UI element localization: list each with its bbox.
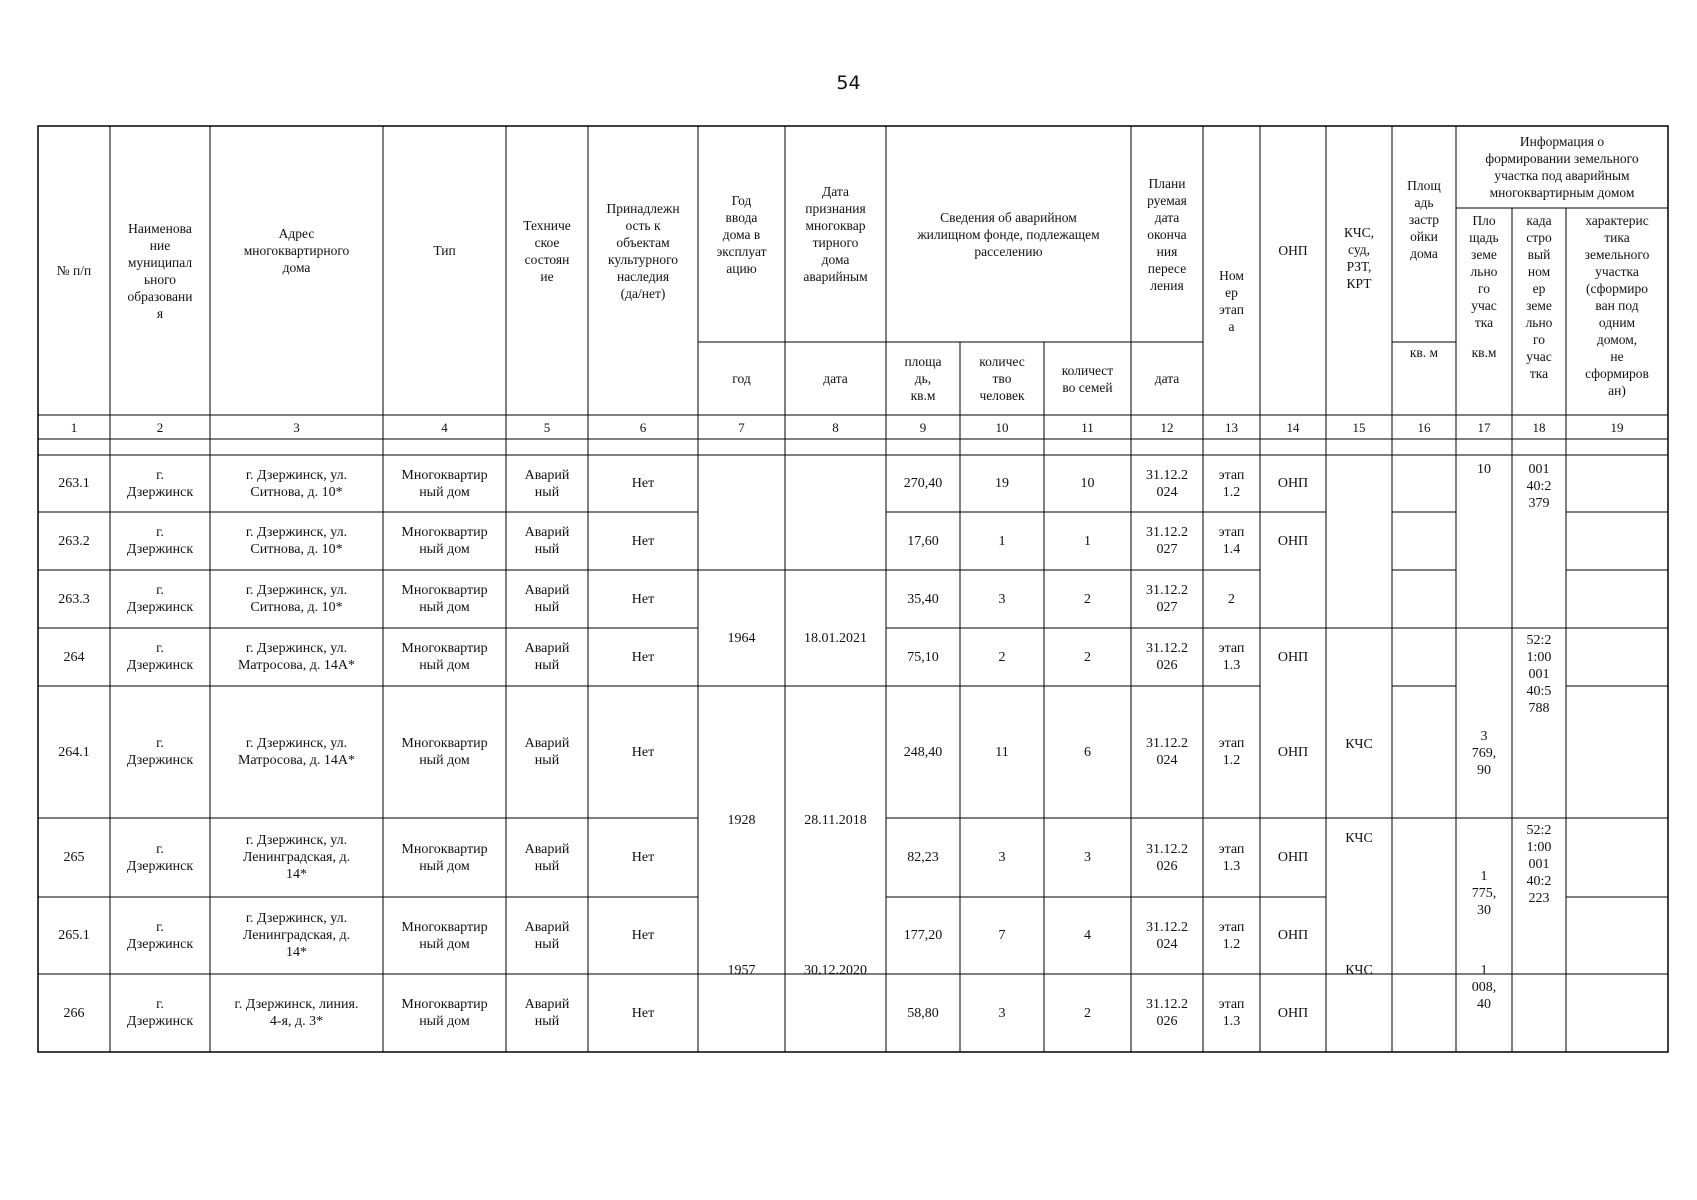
row-type: Многоквартир ный дом — [401, 919, 488, 952]
header-land-group: Информация о формировании земельного участка под аварийным многоквартирным домом — [1485, 134, 1639, 200]
row-families: 4 — [1084, 928, 1091, 943]
col-number: 8 — [832, 419, 839, 435]
row-number: 265.1 — [58, 928, 90, 943]
row-state: Аварий ный — [524, 583, 570, 615]
merged-recognition-date: 28.11.2018 — [804, 812, 867, 828]
col-number: 2 — [156, 419, 164, 435]
header-recognition-date: Дата признания многоквар тирного дома аварийным — [803, 184, 868, 284]
header-land-area: Пло щадь земе льно го учас тка — [1469, 213, 1499, 330]
row-heritage: Нет — [631, 591, 655, 607]
merged-kchs: КЧС — [1345, 736, 1373, 752]
merged-land-area: 1 008, 40 — [1471, 963, 1497, 1012]
header-onp: ОНП — [1278, 243, 1308, 258]
row-onp: ОНП — [1277, 476, 1309, 491]
col-number: 11 — [1081, 419, 1094, 435]
row-number: 263.1 — [58, 476, 90, 491]
header-people: количес тво человек — [979, 354, 1025, 403]
row-area: 35,40 — [907, 591, 939, 607]
row-municipality: г. Дзержинск — [126, 997, 194, 1029]
row-municipality: г. Дзержинск — [126, 467, 194, 500]
merged-year: 1964 — [727, 630, 756, 646]
row-state: Аварий ный — [524, 525, 570, 557]
row-area: 270,40 — [903, 476, 943, 491]
header-municipality: Наименова ние муниципал ьного образовани я — [127, 220, 193, 321]
col-number: 6 — [639, 419, 647, 435]
row-onp: ОНП — [1277, 649, 1309, 665]
col-number: 1 — [70, 419, 78, 435]
row-families: 10 — [1080, 476, 1095, 491]
row-number: 265 — [63, 850, 85, 865]
row-stage: этап 1.3 — [1218, 997, 1245, 1029]
merged-kchs: КЧС — [1345, 831, 1373, 846]
col-number: 10 — [995, 419, 1009, 435]
row-planned-date: 31.12.2 026 — [1146, 641, 1188, 673]
row-onp — [1260, 570, 1326, 628]
row-onp: ОНП — [1277, 1005, 1309, 1021]
col-number: 19 — [1610, 419, 1624, 435]
row-state: Аварий ный — [524, 467, 570, 500]
header-planned-date-sub: дата — [1154, 371, 1180, 386]
row-address: г. Дзержинск, ул. Матросова, д. 14А* — [237, 641, 356, 673]
row-municipality: г. Дзержинск — [126, 583, 194, 615]
row-families: 1 — [1084, 533, 1091, 549]
row-heritage: Нет — [631, 533, 655, 549]
row-number: 263.3 — [58, 591, 90, 607]
header-year-sub: год — [732, 371, 751, 386]
row-type: Многоквартир ный дом — [401, 525, 488, 557]
row-address: г. Дзержинск, ул. Ленинградская, д. 14* — [242, 911, 351, 960]
row-number: 266 — [63, 1005, 85, 1021]
row-heritage: Нет — [631, 476, 655, 491]
row-type: Многоквартир ный дом — [401, 583, 488, 615]
row-people: 2 — [998, 649, 1006, 665]
col-number: 16 — [1417, 419, 1431, 435]
row-municipality: г. Дзержинск — [126, 841, 194, 874]
row-stage: этап 1.2 — [1218, 736, 1245, 768]
row-type: Многоквартир ный дом — [401, 736, 488, 768]
header-recognition-date-sub: дата — [823, 371, 848, 386]
row-area: 177,20 — [903, 928, 943, 943]
row-type: Многоквартир ный дом — [401, 997, 488, 1029]
row-state: Аварий ный — [524, 841, 570, 874]
header-type: Тип — [433, 243, 456, 258]
row-heritage: Нет — [631, 744, 655, 760]
col-number: 9 — [919, 419, 927, 435]
page-number: 54 — [836, 72, 861, 94]
row-address: г. Дзержинск, ул. Ситнова, д. 10* — [245, 583, 348, 615]
col-number: 3 — [293, 419, 300, 435]
merged-recognition-date: 30.12.2020 — [804, 963, 867, 978]
merged-cadastral: 52:2 1:00 001 40:5 788 — [1526, 633, 1552, 716]
col-number: 12 — [1160, 419, 1174, 435]
row-heritage: Нет — [631, 1005, 655, 1021]
row-address: г. Дзержинск, линия. 4-я, д. 3* — [234, 997, 359, 1029]
row-onp: ОНП — [1277, 928, 1309, 943]
row-onp: ОНП — [1277, 744, 1309, 760]
col-number: 15 — [1352, 419, 1366, 435]
row-number: 264 — [63, 649, 85, 665]
row-heritage: Нет — [631, 928, 655, 943]
row-stage: 2 — [1228, 591, 1235, 607]
row-planned-date: 31.12.2 024 — [1146, 736, 1188, 768]
header-area: площа дь, кв.м — [904, 354, 942, 403]
row-onp: ОНП — [1277, 533, 1309, 549]
row-families: 2 — [1084, 591, 1091, 607]
row-municipality: г. Дзержинск — [126, 525, 194, 557]
row-area: 17,60 — [907, 533, 939, 549]
header-built-area-sub: кв. м — [1409, 345, 1439, 360]
row-state: Аварий ный — [524, 997, 570, 1029]
merged-land-area: 1 775, 30 — [1471, 869, 1497, 918]
col-number: 13 — [1225, 419, 1238, 435]
row-stage: этап 1.4 — [1218, 525, 1245, 557]
row-people: 3 — [998, 1005, 1006, 1021]
row-people: 3 — [998, 850, 1006, 865]
header-land-area-sub: кв.м — [1471, 345, 1497, 360]
merged-cadastral: 001 40:2 379 — [1526, 462, 1552, 511]
col-number: 14 — [1286, 419, 1300, 435]
row-onp: ОНП — [1277, 850, 1309, 865]
row-municipality: г. Дзержинск — [126, 736, 194, 768]
row-type: Многоквартир ный дом — [401, 467, 488, 500]
row-people: 3 — [998, 591, 1006, 607]
col-number: 18 — [1532, 419, 1546, 435]
header-stage: Ном ер этап а — [1219, 267, 1244, 334]
header-land-characteristic: характерис тика земельного участка (сформиро ван под одним домом, не сформиров ан) — [1584, 213, 1650, 398]
row-planned-date: 31.12.2 026 — [1146, 997, 1188, 1029]
row-people: 11 — [995, 744, 1009, 760]
header-heritage: Принадлежн ость к объектам культурного наследия (да/нет) — [606, 200, 680, 301]
row-state: Аварий ный — [524, 736, 570, 768]
row-type: Многоквартир ный дом — [401, 641, 488, 673]
row-heritage: Нет — [631, 649, 655, 665]
row-stage: этап 1.2 — [1218, 467, 1245, 500]
row-number: 263.2 — [58, 533, 90, 549]
row-planned-date: 31.12.2 024 — [1146, 467, 1188, 500]
row-area: 248,40 — [903, 744, 943, 760]
merged-land-area: 3 769, 90 — [1471, 728, 1497, 778]
row-people: 7 — [998, 928, 1006, 943]
row-area: 58,80 — [907, 1005, 939, 1021]
row-people: 19 — [995, 476, 1009, 491]
header-built-area: Площ адь застр ойки дома — [1407, 177, 1441, 261]
row-area: 75,10 — [907, 649, 939, 665]
row-address: г. Дзержинск, ул. Ситнова, д. 10* — [245, 467, 348, 500]
col-number: 17 — [1477, 419, 1491, 435]
header-families: количест во семей — [1061, 362, 1114, 395]
row-planned-date: 31.12.2 026 — [1146, 841, 1188, 874]
col-number: 7 — [738, 419, 745, 435]
row-address: г. Дзержинск, ул. Ситнова, д. 10* — [245, 525, 348, 557]
row-families: 6 — [1084, 744, 1091, 760]
merged-kchs: КЧС — [1345, 963, 1373, 978]
row-stage: этап 1.3 — [1218, 841, 1245, 874]
header-emergency-group: Сведения об аварийном жилищном фонде, подлежащем расселению — [917, 209, 1100, 259]
row-families: 3 — [1084, 850, 1091, 865]
row-address: г. Дзержинск, ул. Матросова, д. 14А* — [237, 736, 356, 768]
row-heritage: Нет — [631, 850, 655, 865]
row-state: Аварий ный — [524, 919, 570, 952]
header-tech-state: Техниче ское состоян ие — [523, 217, 571, 284]
row-state: Аварий ный — [524, 641, 570, 673]
row-area: 82,23 — [907, 850, 939, 865]
row-municipality: г. Дзержинск — [126, 641, 194, 673]
merged-cadastral: 52:2 1:00 001 40:2 223 — [1526, 823, 1552, 906]
row-people: 1 — [998, 533, 1006, 549]
row-families: 2 — [1084, 649, 1091, 665]
row-planned-date: 31.12.2 024 — [1146, 919, 1188, 952]
row-municipality: г. Дзержинск — [126, 919, 194, 952]
header-address: Адрес многоквартирного дома — [243, 226, 350, 275]
row-planned-date: 31.12.2 027 — [1146, 525, 1188, 557]
merged-land-area: 10 — [1477, 462, 1491, 477]
merged-recognition-date: 18.01.2021 — [804, 630, 867, 646]
merged-year: 1928 — [727, 812, 756, 828]
row-type: Многоквартир ный дом — [401, 841, 488, 874]
header-num: № п/п — [56, 263, 92, 278]
header-planned-date: Плани руемая дата оконча ния пересе ления — [1147, 175, 1187, 293]
row-number: 264.1 — [58, 744, 90, 760]
header-year: Год ввода дома в эксплуат ацию — [716, 192, 767, 276]
row-address: г. Дзержинск, ул. Ленинградская, д. 14* — [242, 833, 351, 882]
row-families: 2 — [1084, 1005, 1091, 1021]
row-stage: этап 1.3 — [1218, 641, 1245, 673]
row-planned-date: 31.12.2 027 — [1146, 583, 1188, 615]
header-kchs: КЧС, суд, РЗТ, КРТ — [1344, 225, 1374, 291]
col-number: 5 — [543, 419, 551, 435]
merged-year: 1957 — [727, 963, 756, 978]
col-number: 4 — [441, 419, 448, 435]
header-cadastral: када стро вый ном ер земе льно го учас тка — [1525, 213, 1553, 381]
row-stage: этап 1.2 — [1218, 919, 1245, 952]
